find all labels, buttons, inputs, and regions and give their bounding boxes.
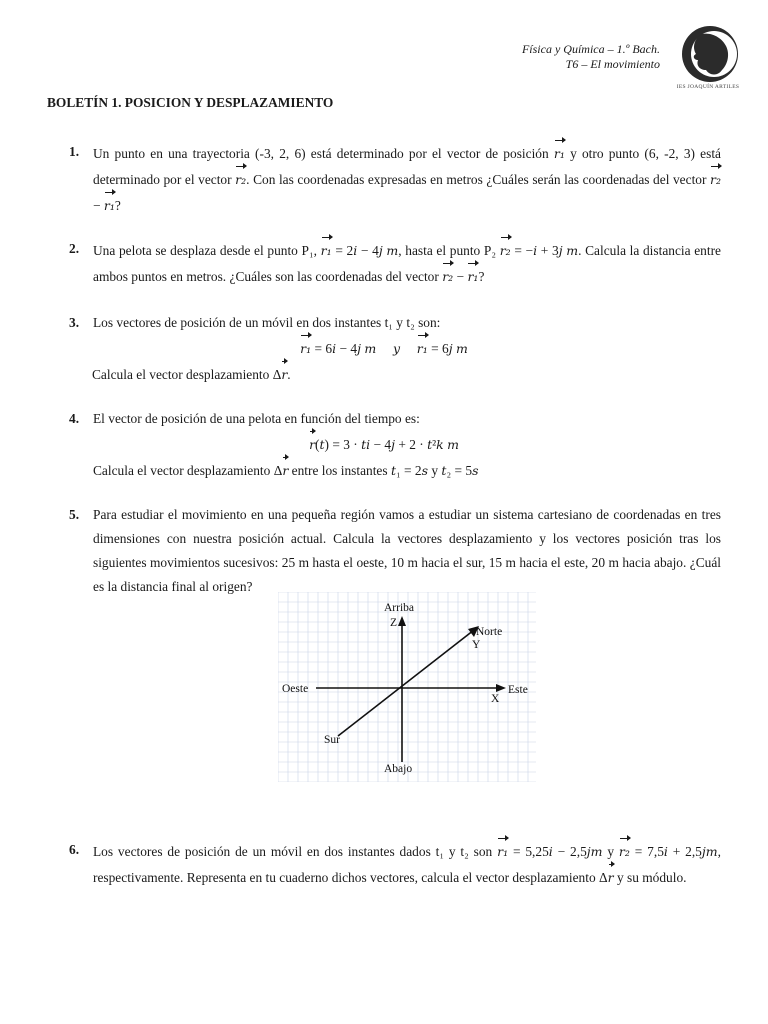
problem-text: Para estudiar el movimiento en una pequeña región vamos a estudiar un sistema cartesiano de coordenadas en tres dimensiones con nuestra posición actual. Calcula la vectores desplazamiento y los vectores posición tras los siguientes movimientos sucesivos: 25 m hasta el oeste, 10 m hacia el sur, 15 m hacia el este, 20 m hacia abajo. ¿Cuál es la distancia final al origen? (93, 507, 721, 594)
problem-number: 2. (69, 241, 80, 256)
school-logo (672, 20, 744, 92)
problem-2 (47, 237, 721, 311)
problem-text: Un punto en una trayectoria (-3, 2, 6) está determinado por el vector de posición r₁ y otro punto (6, -2, 3) está determinado por el vector r₂. Con las coordenadas expresadas en metros ¿Cuáles serán las coordenadas del vector r₂ − r₁? (93, 146, 721, 213)
x-arrow-head (496, 684, 506, 692)
problem-number: 1. (69, 144, 80, 159)
label-y: Y (472, 639, 481, 651)
label-z: Z (390, 617, 398, 629)
document-header (522, 42, 660, 72)
problem-text: El vector de posición de una pelota en función del tiempo es: (93, 411, 420, 426)
topic-label: T6 – El movimiento (565, 57, 660, 71)
document-title: BOLETÍN 1. POSICION Y DESPLAZAMIENTO (47, 95, 334, 110)
label-este: Este (508, 684, 528, 696)
label-norte: Norte (476, 626, 503, 638)
label-sur: Sur (324, 734, 340, 746)
problem-number: 6. (69, 842, 80, 857)
problem-6 (47, 838, 721, 890)
problem-4 (47, 407, 721, 503)
problem-text: Los vectores de posición de un móvil en dos instantes t₁ y t₂ son: (93, 315, 441, 330)
z-arrow-head (398, 616, 406, 626)
problem-text: Los vectores de posición de un móvil en dos instantes dados t₁ y t₂ son r₁ = 5,25i − 2,5jm y r₂ = 7,5i + 2,5jm, respectivamente. Representa en tu cuaderno dichos vectores, calcula el vector desplazamiento Δr y su módulo. (93, 844, 721, 885)
problem-3 (47, 311, 721, 407)
problem-1 (47, 140, 721, 237)
problem-number: 5. (69, 507, 80, 522)
axes-diagram (278, 592, 536, 782)
problem-equation: r(t) = 3 · ti − 4j + 2 · t²k m (93, 431, 721, 457)
label-x: X (491, 693, 500, 705)
problem-text-after: Calcula el vector desplazamiento Δr. (92, 361, 721, 387)
label-arriba: Arriba (384, 602, 415, 614)
problem-number: 4. (69, 411, 80, 426)
label-oeste: Oeste (282, 683, 309, 695)
problem-number: 3. (69, 315, 80, 330)
problem-equation: r₁ = 6i − 4j m y r₁ = 6j m (93, 335, 721, 361)
problem-text: Una pelota se desplaza desde el punto P₁, r₁ = 2i − 4j m, hasta el punto P₂ r₂ = −i + 3j m. Calcula la distancia entre ambos puntos en metros. ¿Cuáles son las coordenadas del vector r₂ − r₁? (93, 243, 721, 284)
label-abajo: Abajo (384, 763, 413, 775)
y-axis-line (338, 630, 474, 736)
problem-text-after: Calcula el vector desplazamiento Δr entre los instantes t₁ = 2s y t₂ = 5s (93, 457, 721, 483)
school-name: IES JOAQUÍN ARTILES (676, 84, 740, 90)
course-label: Física y Química – 1.º Bach. (521, 42, 660, 56)
